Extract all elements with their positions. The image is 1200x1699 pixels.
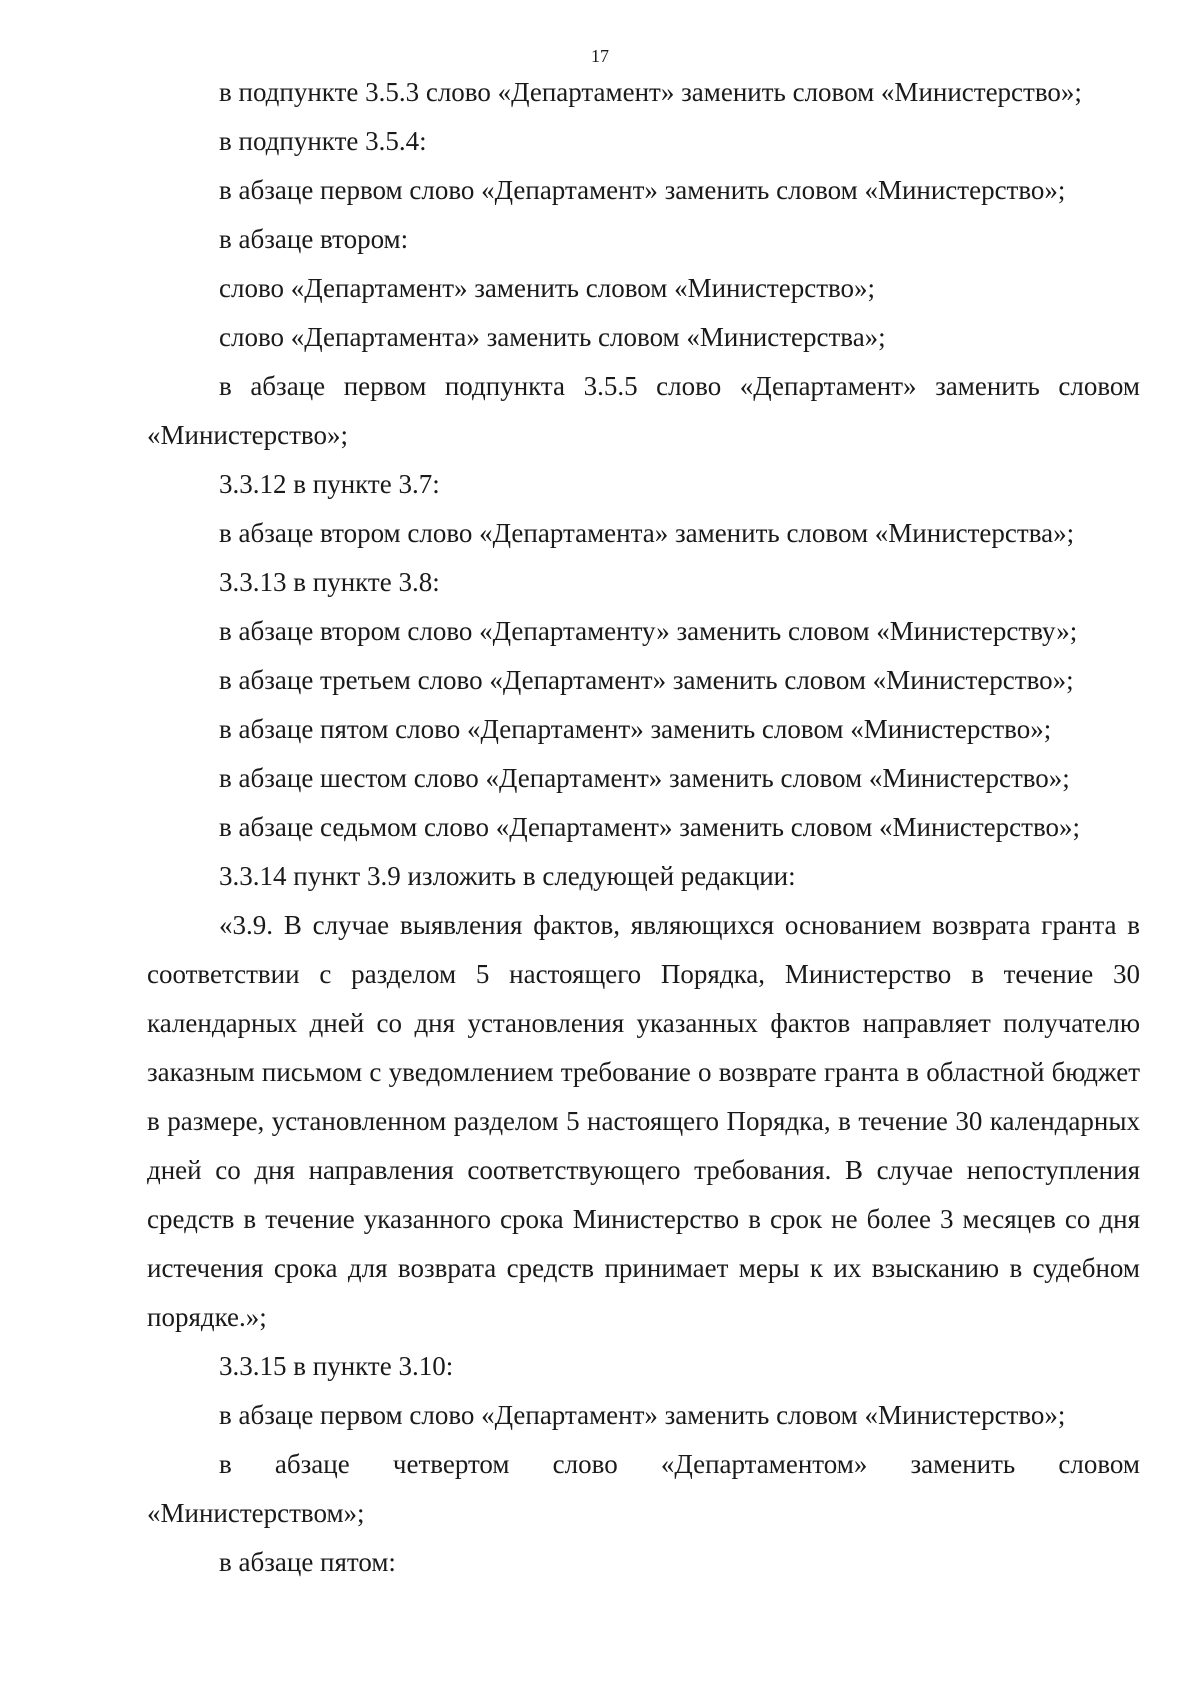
paragraph-3-8-second-abzac: в абзаце втором слово «Департаменту» заменить словом «Министерству»;	[219, 616, 1078, 646]
paragraph-second-abzac: в абзаце втором:	[219, 224, 409, 254]
paragraph-replace-departament: слово «Департамент» заменить словом «Министерство»;	[219, 273, 876, 303]
paragraph-first-abzac: в абзаце первом слово «Департамент» заменить словом «Министерство»;	[219, 175, 1066, 205]
paragraph-subpoint-3-5-5: в абзаце первом подпункта 3.5.5 слово «Департамент» заменить словом «Министерство»;	[147, 371, 1140, 450]
page-number: 17	[591, 46, 609, 66]
paragraph-3-10-fourth-abzac: в абзаце четвертом слово «Департаментом» заменить словом «Министерством»;	[147, 1449, 1140, 1528]
document-body	[147, 68, 1140, 1587]
paragraph-3-8-sixth-abzac: в абзаце шестом слово «Департамент» заменить словом «Министерство»;	[219, 763, 1070, 793]
paragraph-3-3-15: 3.3.15 в пункте 3.10:	[219, 1351, 454, 1381]
paragraph-3-3-12: 3.3.12 в пункте 3.7:	[219, 469, 440, 499]
paragraph-3-10-fifth-abzac: в абзаце пятом:	[219, 1547, 396, 1577]
paragraph-3-3-14: 3.3.14 пункт 3.9 изложить в следующей редакции:	[219, 861, 796, 891]
paragraph-3-9-new-text: «3.9. В случае выявления фактов, являющихся основанием возврата гранта в соответствии с разделом 5 настоящего Порядка, Министерство в течение 30 календарных дней со дня установления указанных фактов направляет получателю заказным письмом с уведомлением требование о возврате гранта в областной бюджет в размере, установленном разделом 5 настоящего Порядка, в течение 30 календарных дней со дня направления соответствующего требования. В случае непоступления средств в течение указанного срока Министерство в срок не более 3 месяцев со дня истечения срока для возврата средств принимает меры к их взысканию в судебном порядке.»;	[147, 910, 1140, 1332]
paragraph-3-3-13: 3.3.13 в пункте 3.8:	[219, 567, 440, 597]
paragraph-subpoint-3-5-3: в подпункте 3.5.3 слово «Департамент» заменить словом «Министерство»;	[219, 77, 1082, 107]
paragraph-subpoint-3-5-4: в подпункте 3.5.4:	[219, 126, 427, 156]
paragraph-3-8-third-abzac: в абзаце третьем слово «Департамент» заменить словом «Министерство»;	[219, 665, 1074, 695]
paragraph-3-8-fifth-abzac: в абзаце пятом слово «Департамент» заменить словом «Министерство»;	[219, 714, 1052, 744]
paragraph-3-8-seventh-abzac: в абзаце седьмом слово «Департамент» заменить словом «Министерство»;	[219, 812, 1081, 842]
paragraph-3-10-first-abzac: в абзаце первом слово «Департамент» заменить словом «Министерство»;	[219, 1400, 1066, 1430]
paragraph-3-7-second-abzac: в абзаце втором слово «Департамента» заменить словом «Министерства»;	[219, 518, 1075, 548]
paragraph-replace-departamenta: слово «Департамента» заменить словом «Министерства»;	[219, 322, 886, 352]
